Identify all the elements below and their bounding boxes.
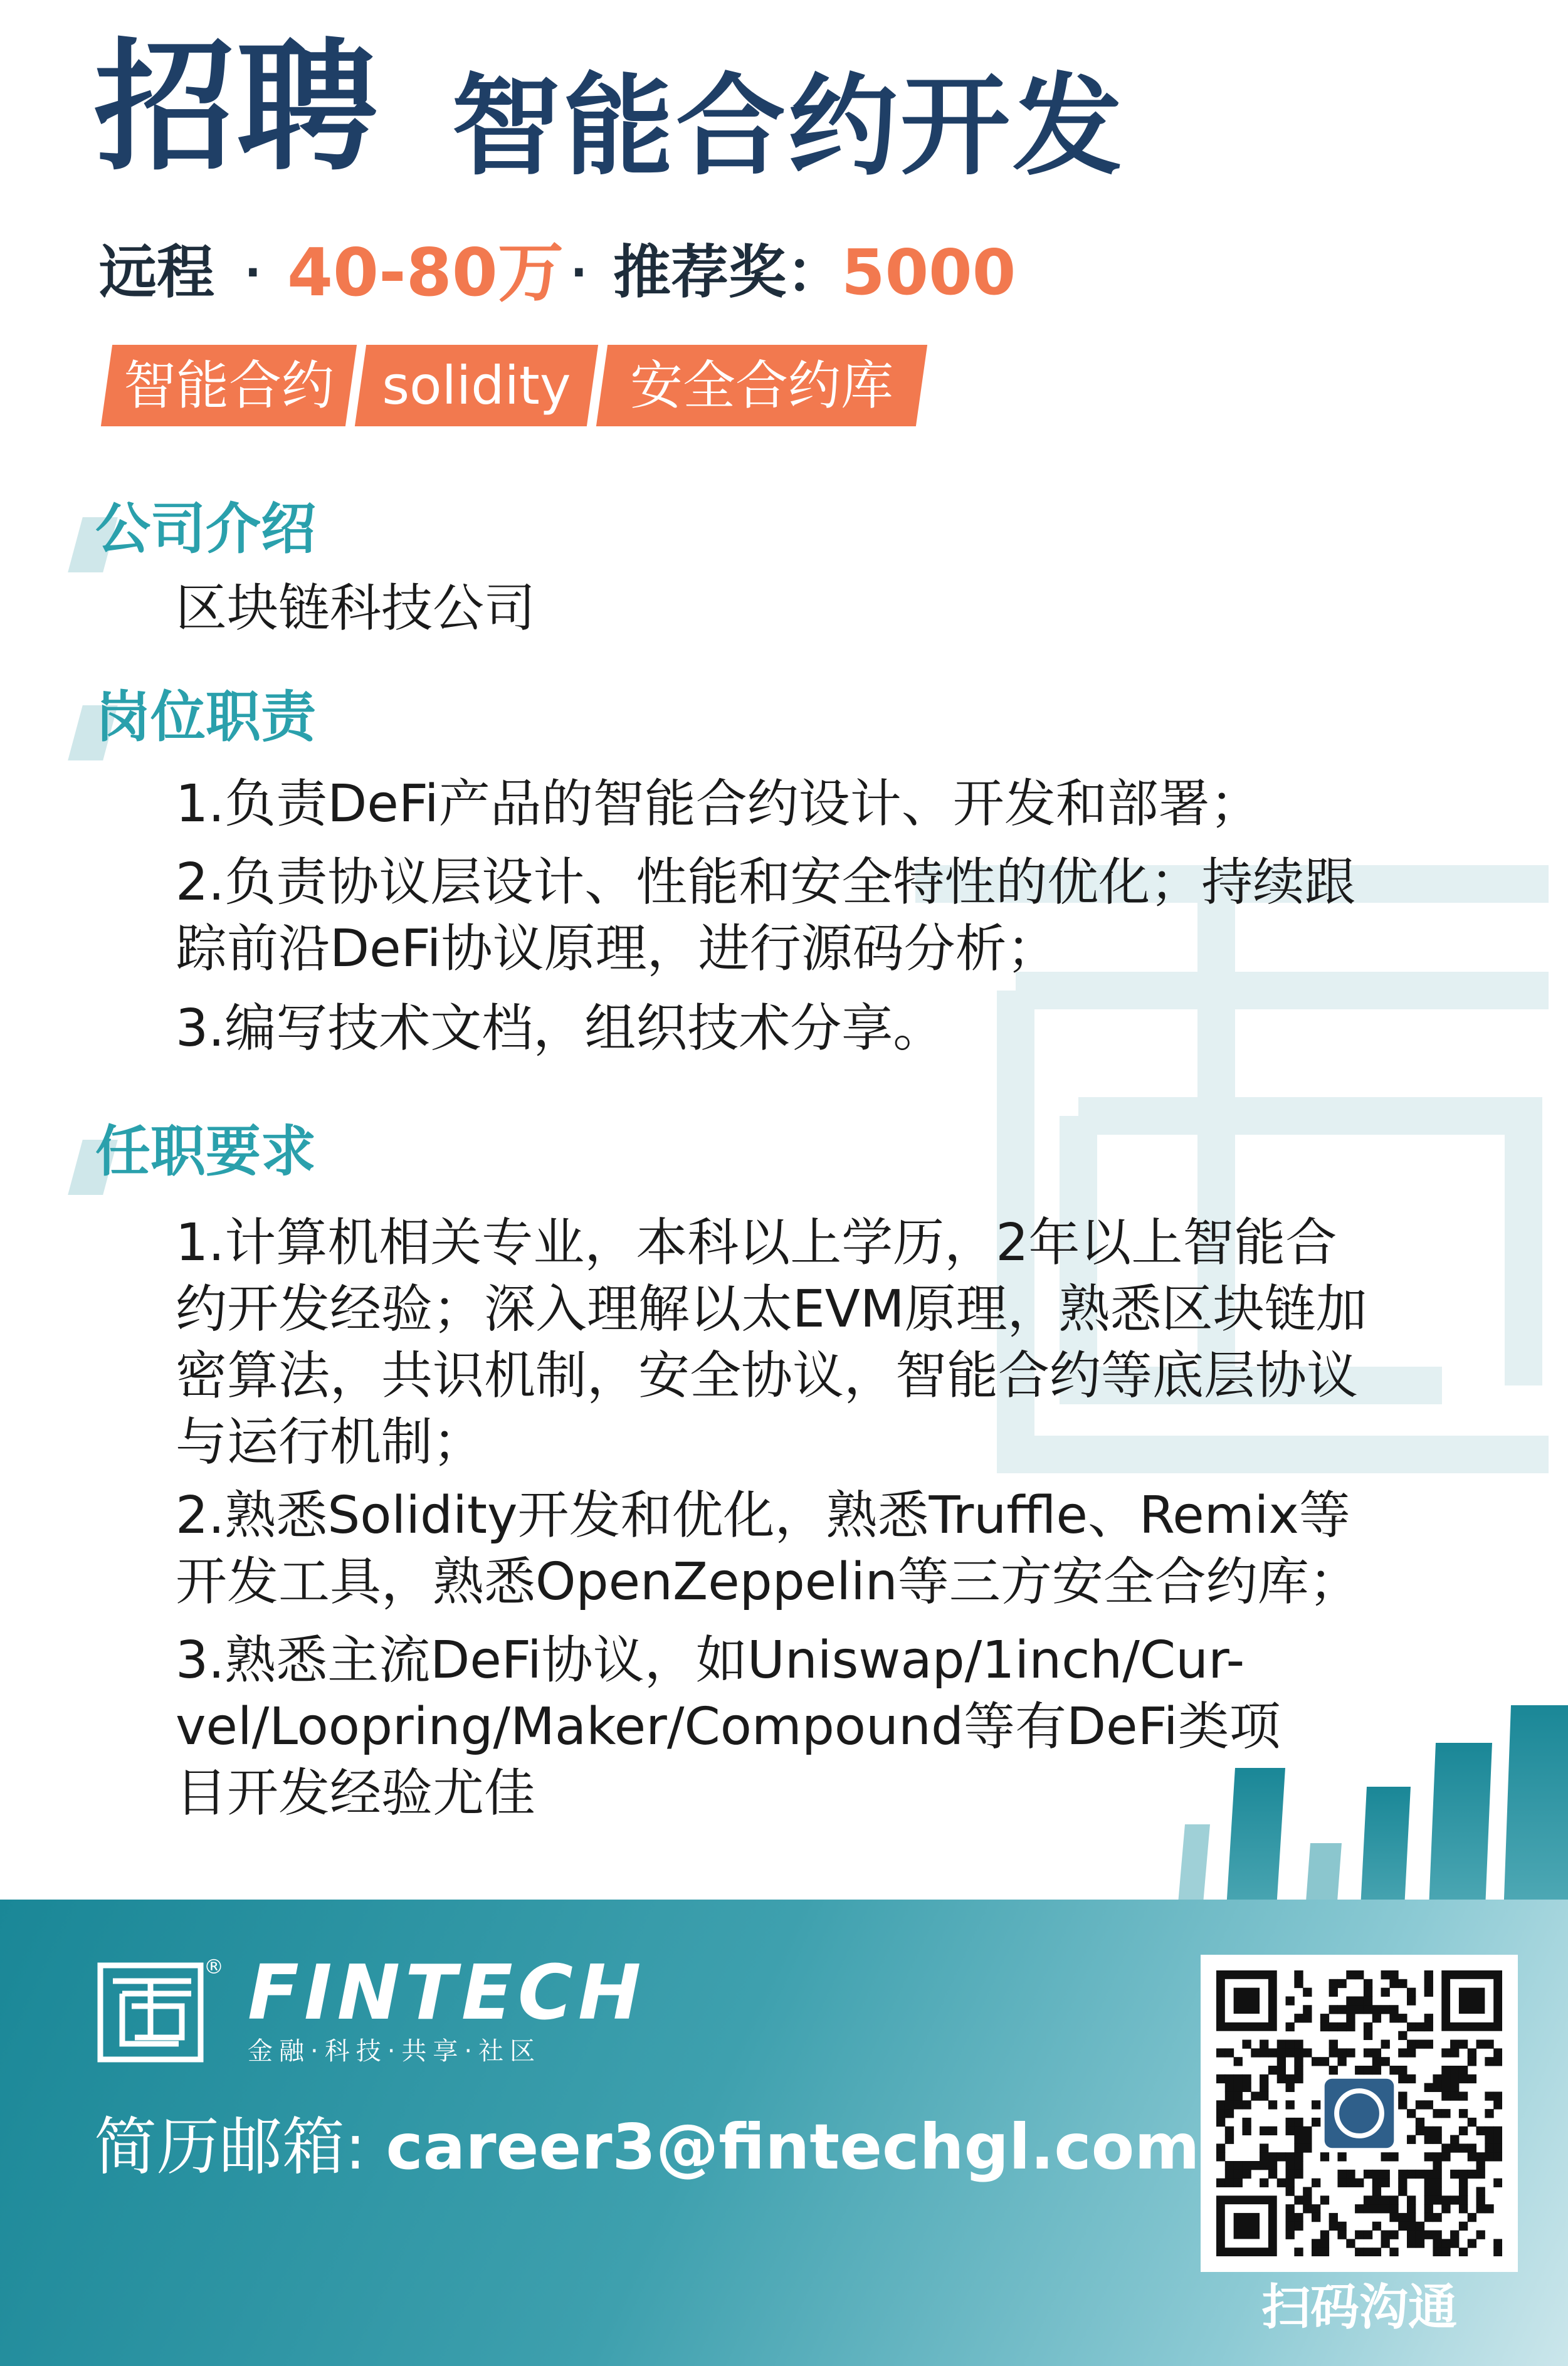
qr-caption: 扫码沟通 [1261,2279,1457,2336]
skill-tag-label: solidity [382,355,571,416]
requirement-line: 3.熟悉主流DeFi协议，如Uniswap/1inch/Cur- [176,1631,1245,1690]
requirement-line: 与运行机制； [176,1412,485,1472]
fintech-logo-icon [97,1962,204,2063]
job-title: 智能合约开发 [451,63,1125,191]
duty-line: 2.负责协议层设计、性能和安全特性的优化；持续跟 [176,853,1356,912]
skill-tag-label: 安全合约库 [629,355,893,416]
skill-tag [355,345,598,426]
qr-code-icon [1216,1970,1502,2256]
email-address[interactable]: career3@fintechgl.com [386,2110,1200,2184]
registered-mark: ® [204,1955,224,1979]
duty-line: 3.编写技术文档，组织技术分享。 [176,999,945,1058]
brand-slogan: 金融·科技·共享·社区 [248,2037,542,2066]
page-title: 招聘 [94,26,379,190]
brand-name: FINTECH [248,1950,646,2037]
salary-range: 40-80万 [287,234,564,311]
requirement-line: 1.计算机相关专业，本科以上学历，2年以上智能合 [176,1213,1337,1273]
skill-tag-label: 智能合约 [123,355,334,416]
qr-code[interactable] [1201,1955,1518,2272]
separator-dot: · [245,247,261,298]
requirement-line: 密算法，共识机制，安全协议，智能合约等底层协议 [176,1346,1359,1406]
skill-tag [101,345,357,426]
requirement-line: 目开发经验尤佳 [176,1764,536,1823]
duty-line: 踪前沿DeFi协议原理，进行源码分析； [176,919,1058,979]
remote-label: 远程 [99,239,215,306]
requirement-line: 开发工具，熟悉OpenZeppelin等三方安全合约库； [176,1552,1360,1612]
section-title-requirements: 任职要求 [95,1119,317,1184]
company-description: 区块链科技公司 [176,579,536,638]
section-title-duties: 岗位职责 [95,685,317,749]
contact-email-line [94,2110,1200,2184]
requirement-line: 约开发经验；深入理解以太EVM原理，熟悉区块链加 [176,1280,1367,1339]
requirement-line: vel/Loopring/Maker/Compound等有DeFi类项 [176,1697,1281,1757]
separator-dot: · [571,247,587,298]
bonus-value: 5000 [841,236,1016,309]
email-label: 简历邮箱: [94,2110,386,2184]
section-title-company: 公司介绍 [95,497,317,561]
bonus-label: 推荐奖： [613,239,845,306]
skill-tag [596,345,927,426]
duty-line: 1.负责DeFi产品的智能合约设计、开发和部署； [176,774,1261,834]
requirement-line: 2.熟悉Solidity开发和优化，熟悉Truffle、Remix等 [176,1486,1350,1545]
